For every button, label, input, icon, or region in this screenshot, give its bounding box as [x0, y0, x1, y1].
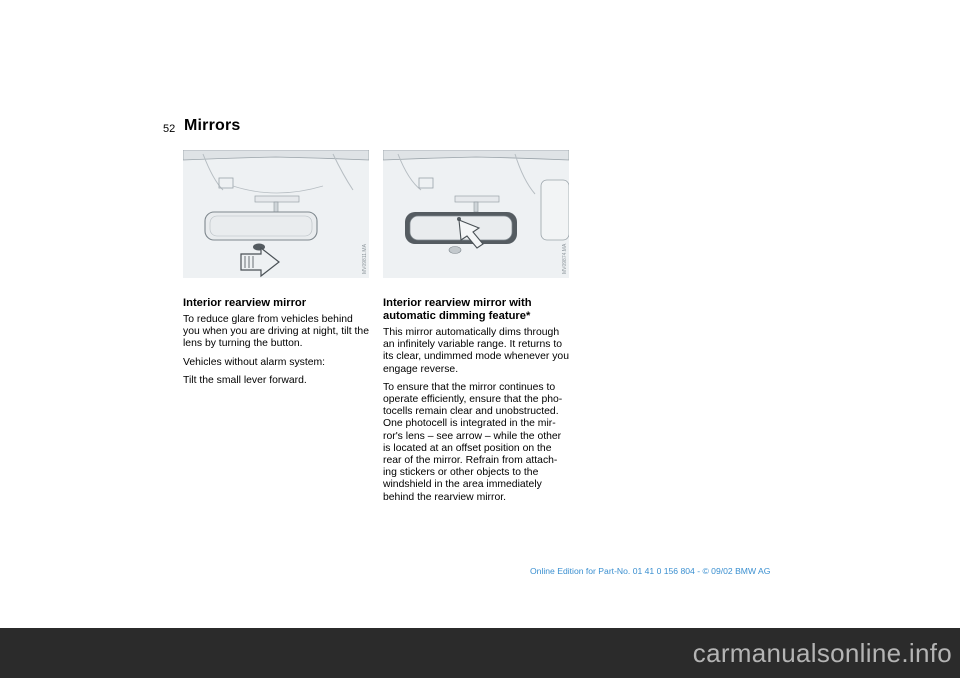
section-heading: Interior rearview mirror	[183, 297, 307, 309]
watermark-bar	[0, 628, 960, 678]
section-paragraph: To reduce glare from vehicles behind you when you are driving at night, tilt the lens by turning the button.	[183, 314, 369, 350]
figure-mirror-dimming	[383, 150, 569, 278]
footer-edition-note: Online Edition for Part-No. 01 41 0 156 804 - © 09/02 BMW AG	[530, 566, 771, 576]
mirror-manual-illustration	[183, 150, 369, 278]
watermark-text[interactable]: carmanualsonline.info	[692, 638, 952, 668]
section-interior-mirror	[183, 297, 369, 393]
mirror-dimming-illustration	[383, 150, 569, 278]
page-number: 52	[163, 123, 176, 135]
page-title: Mirrors	[184, 117, 241, 134]
section-heading: Interior rearview mirror with automatic dimming feature*	[383, 297, 532, 322]
section-paragraph: To ensure that the mirror continues to operate efficiently, ensure that the pho-tocells remain clear and unobstructed. One photocell is integrated in the mir-ror's lens – see arrow – while the other is located at an offset position on the rear of the mirror. Refrain from attach-ing stickers or other objects to the windshield in the area immediately behind the rearview mirror.	[383, 381, 563, 503]
figure-mirror-manual	[183, 150, 369, 278]
section-auto-dimming-mirror	[383, 297, 569, 510]
section-paragraph: Vehicles without alarm system:	[183, 356, 326, 368]
section-paragraph: This mirror automatically dims through an infinitely variable range. It returns to its clear, undimmed mode whenever you engage reverse.	[383, 327, 569, 375]
section-paragraph: Tilt the small lever forward.	[183, 374, 307, 386]
figure-code: MV09811.MA	[362, 244, 368, 274]
figure-code: MV09874.MA	[562, 243, 568, 274]
